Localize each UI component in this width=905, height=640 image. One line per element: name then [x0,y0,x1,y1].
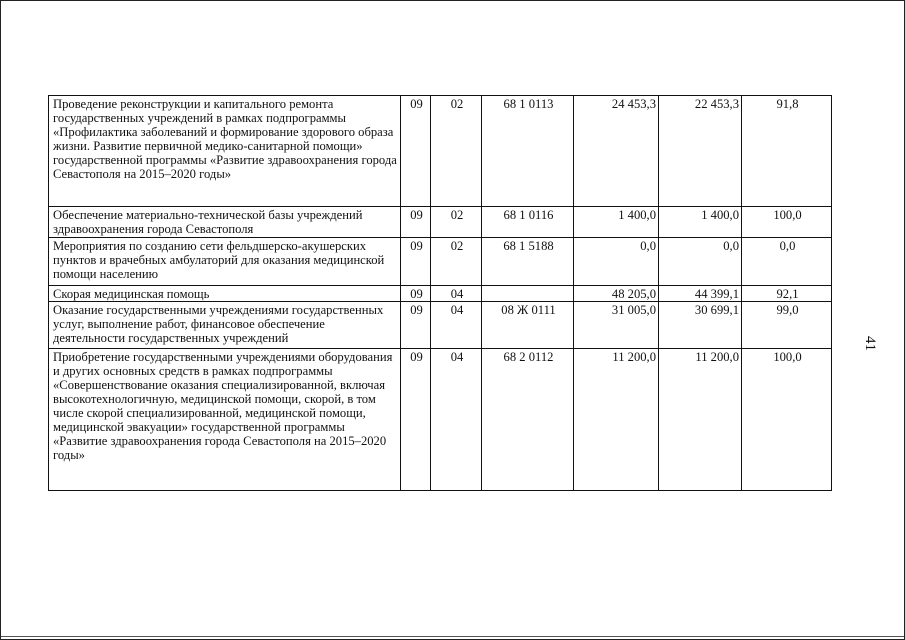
row-target-article [482,286,574,302]
row-subsection: 04 [431,286,482,302]
budget-table [48,95,832,491]
row-executed: 22 453,3 [659,96,742,207]
row-percent: 92,1 [742,286,832,302]
row-executed: 1 400,0 [659,207,742,238]
row-approved: 1 400,0 [574,207,659,238]
row-executed: 11 200,0 [659,349,742,491]
row-percent: 100,0 [742,349,832,491]
page-number: 41 [862,336,878,351]
row-approved: 11 200,0 [574,349,659,491]
row-section: 09 [401,286,431,302]
row-section: 09 [401,207,431,238]
row-description: Скорая медицинская помощь [49,286,401,302]
table-row [49,238,832,286]
row-subsection: 02 [431,238,482,286]
row-section: 09 [401,349,431,491]
row-executed: 44 399,1 [659,286,742,302]
row-target-article: 68 1 5188 [482,238,574,286]
row-subsection: 02 [431,96,482,207]
row-approved: 48 205,0 [574,286,659,302]
row-description: Обеспечение материально-технической базы учреждений здравоохранения города Севастополя [49,207,401,238]
row-executed: 0,0 [659,238,742,286]
row-section: 09 [401,96,431,207]
row-percent: 91,8 [742,96,832,207]
table-row [49,286,832,302]
row-section: 09 [401,238,431,286]
row-target-article: 68 2 0112 [482,349,574,491]
row-approved: 31 005,0 [574,302,659,349]
row-percent: 0,0 [742,238,832,286]
row-section: 09 [401,302,431,349]
row-percent: 99,0 [742,302,832,349]
row-approved: 24 453,3 [574,96,659,207]
row-target-article: 08 Ж 0111 [482,302,574,349]
row-description: Мероприятия по созданию сети фельдшерско-акушерских пунктов и врачебных амбулаторий для оказания медицинской помощи населению [49,238,401,286]
table-row [49,349,832,491]
row-description: Приобретение государственными учреждениями оборудования и других основных средств в рамках подпрограммы «Совершенствование оказания специализированной, включая высокотехнологичную, медицинской помощи, скорой, в том числе скорой специализированной, медицинской помощи, медицинской эвакуации» государственной программы «Развитие здравоохранения города Севастополя на 2015–2020 годы» [49,349,401,491]
row-target-article: 68 1 0113 [482,96,574,207]
table-row [49,96,832,207]
row-subsection: 04 [431,349,482,491]
row-subsection: 02 [431,207,482,238]
row-description: Оказание государственными учреждениями государственных услуг, выполнение работ, финансовое обеспечение деятельности государственных учреждений [49,302,401,349]
row-executed: 30 699,1 [659,302,742,349]
row-description: Проведение реконструкции и капитального ремонта государственных учреждений в рамках подпрограммы «Профилактика заболеваний и формирование здорового образа жизни. Развитие первичной медико-санитарной помощи» государственной программы «Развитие здравоохранения города Севастополя на 2015–2020 годы» [49,96,401,207]
row-percent: 100,0 [742,207,832,238]
table-row [49,207,832,238]
row-subsection: 04 [431,302,482,349]
row-approved: 0,0 [574,238,659,286]
table-row [49,302,832,349]
row-target-article: 68 1 0116 [482,207,574,238]
